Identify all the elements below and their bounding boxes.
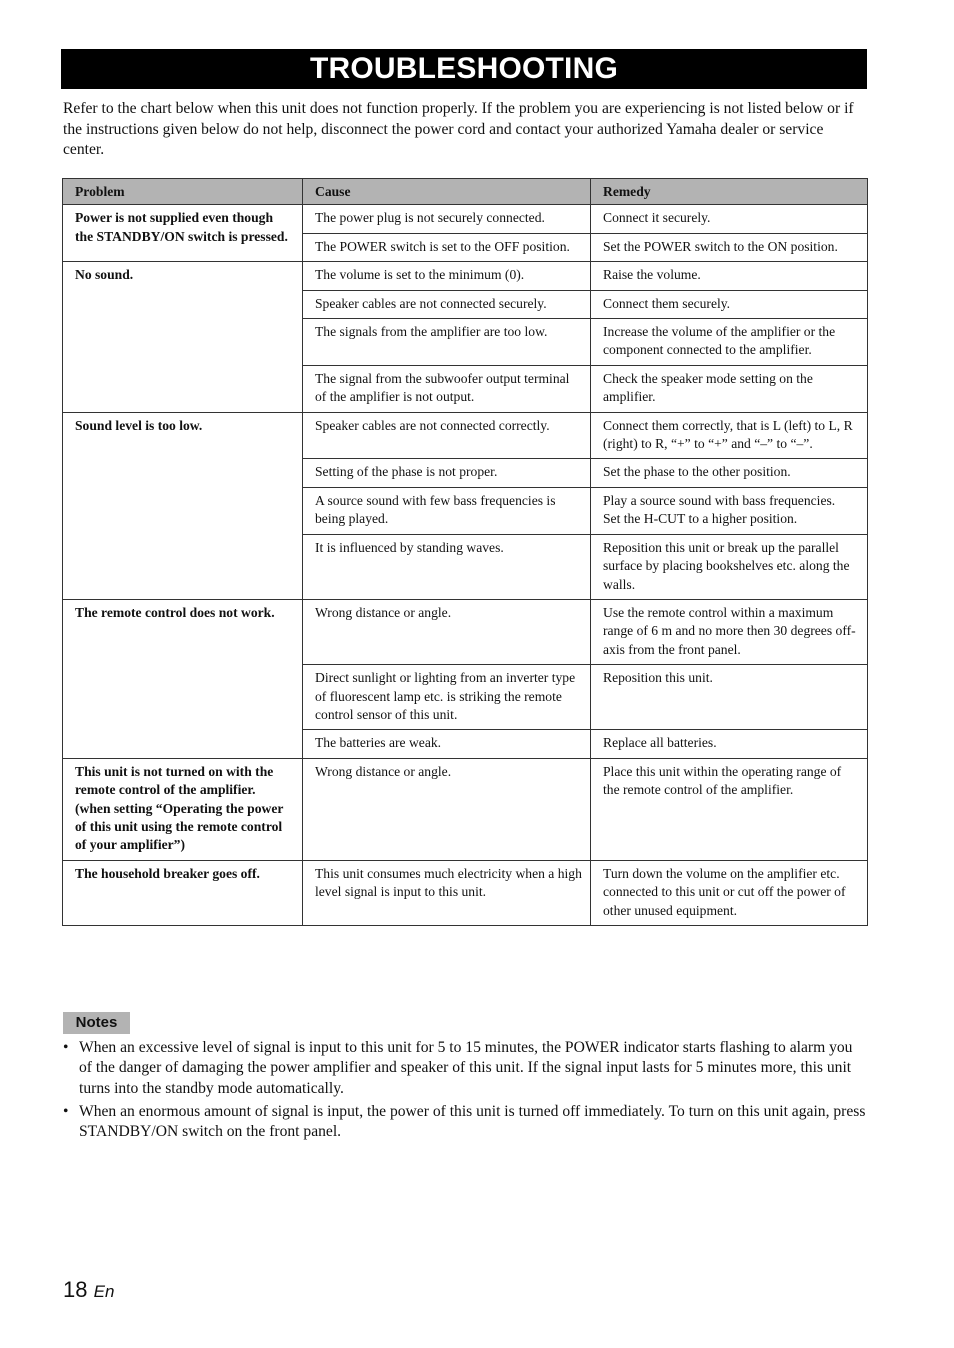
problem-cell: Power is not supplied even though the STANDBY/ON switch is pressed. [63, 205, 303, 262]
note-text: When an enormous amount of signal is input, the power of this unit is turned off immediately. To turn on this unit again, press STANDBY/ON switch on the front panel. [79, 1102, 866, 1141]
page-language: En [93, 1282, 115, 1301]
intro-paragraph: Refer to the chart below when this unit does not function properly. If the problem you are experiencing is not listed below or if the instructions given below do not help, disconnect the power cord and contact your authorized Yamaha dealer or service center. [63, 100, 854, 158]
table-body [63, 205, 868, 926]
table-row [63, 262, 868, 290]
remedy-cell: Use the remote control within a maximum range of 6 m and no more then 30 degrees off-axis from the front panel. [591, 599, 868, 664]
cause-cell: The signals from the amplifier are too low. [303, 319, 591, 366]
note-text: When an excessive level of signal is input to this unit for 5 to 15 minutes, the POWER indicator starts flashing to alarm you of the danger of damaging the power amplifier and speaker of this unit. If the signal input lasts for 5 minutes more, this unit turns into the standby mode automatically. [79, 1039, 853, 1097]
notes-list [63, 1038, 868, 1145]
remedy-cell: Turn down the volume on the amplifier etc. connected to this unit or cut off the power of other unused equipment. [591, 860, 868, 925]
note-item [63, 1038, 868, 1099]
cause-cell: The power plug is not securely connected. [303, 205, 591, 233]
remedy-cell: Raise the volume. [591, 262, 868, 290]
page-footer [63, 1277, 114, 1303]
remedy-cell: Check the speaker mode setting on the amplifier. [591, 365, 868, 412]
cause-cell: Speaker cables are not connected correctly. [303, 412, 591, 459]
cause-cell: The POWER switch is set to the OFF position. [303, 233, 591, 261]
table-row [63, 599, 868, 664]
header-problem: Problem [63, 179, 303, 205]
remedy-cell: Increase the volume of the amplifier or the component connected to the amplifier. [591, 319, 868, 366]
remedy-cell: Reposition this unit. [591, 665, 868, 730]
cause-cell: It is influenced by standing waves. [303, 534, 591, 599]
table-row [63, 758, 868, 860]
problem-cell: This unit is not turned on with the remote control of the amplifier. (when setting “Operating the power of this unit using the remote control of your amplifier”) [63, 758, 303, 860]
troubleshooting-table [62, 178, 868, 926]
notes-label: Notes [63, 1012, 130, 1034]
cause-cell: Wrong distance or angle. [303, 758, 591, 860]
cause-cell: The volume is set to the minimum (0). [303, 262, 591, 290]
remedy-cell: Connect it securely. [591, 205, 868, 233]
remedy-cell: Place this unit within the operating range of the remote control of the amplifier. [591, 758, 868, 860]
remedy-cell: Connect them correctly, that is L (left) to L, R (right) to R, “+” to “+” and “–” to “–”. [591, 412, 868, 459]
problem-cell: The household breaker goes off. [63, 860, 303, 925]
page-title: TROUBLESHOOTING [61, 49, 867, 89]
cause-cell: This unit consumes much electricity when a high level signal is input to this unit. [303, 860, 591, 925]
cause-cell: The signal from the subwoofer output terminal of the amplifier is not output. [303, 365, 591, 412]
cause-cell: Wrong distance or angle. [303, 599, 591, 664]
page-number: 18 [63, 1277, 88, 1302]
cause-cell: Setting of the phase is not proper. [303, 459, 591, 487]
table-row [63, 205, 868, 233]
table-row [63, 412, 868, 459]
remedy-cell: Set the phase to the other position. [591, 459, 868, 487]
remedy-cell: Reposition this unit or break up the parallel surface by placing bookshelves etc. along the walls. [591, 534, 868, 599]
cause-cell: A source sound with few bass frequencies is being played. [303, 487, 591, 534]
remedy-cell: Replace all batteries. [591, 730, 868, 758]
problem-cell: The remote control does not work. [63, 599, 303, 758]
note-item [63, 1102, 868, 1143]
problem-cell: No sound. [63, 262, 303, 412]
remedy-cell: Connect them securely. [591, 290, 868, 318]
header-cause: Cause [303, 179, 591, 205]
remedy-cell: Set the POWER switch to the ON position. [591, 233, 868, 261]
cause-cell: Direct sunlight or lighting from an inverter type of fluorescent lamp etc. is striking the remote control sensor of this unit. [303, 665, 591, 730]
bullet-icon: • [63, 1102, 69, 1120]
cause-cell: The batteries are weak. [303, 730, 591, 758]
cause-cell: Speaker cables are not connected securely. [303, 290, 591, 318]
table-row [63, 860, 868, 925]
bullet-icon: • [63, 1039, 69, 1056]
remedy-cell: Play a source sound with bass frequencies. Set the H-CUT to a higher position. [591, 487, 868, 534]
header-remedy: Remedy [591, 179, 868, 205]
problem-cell: Sound level is too low. [63, 412, 303, 599]
table-header-row [63, 179, 868, 205]
